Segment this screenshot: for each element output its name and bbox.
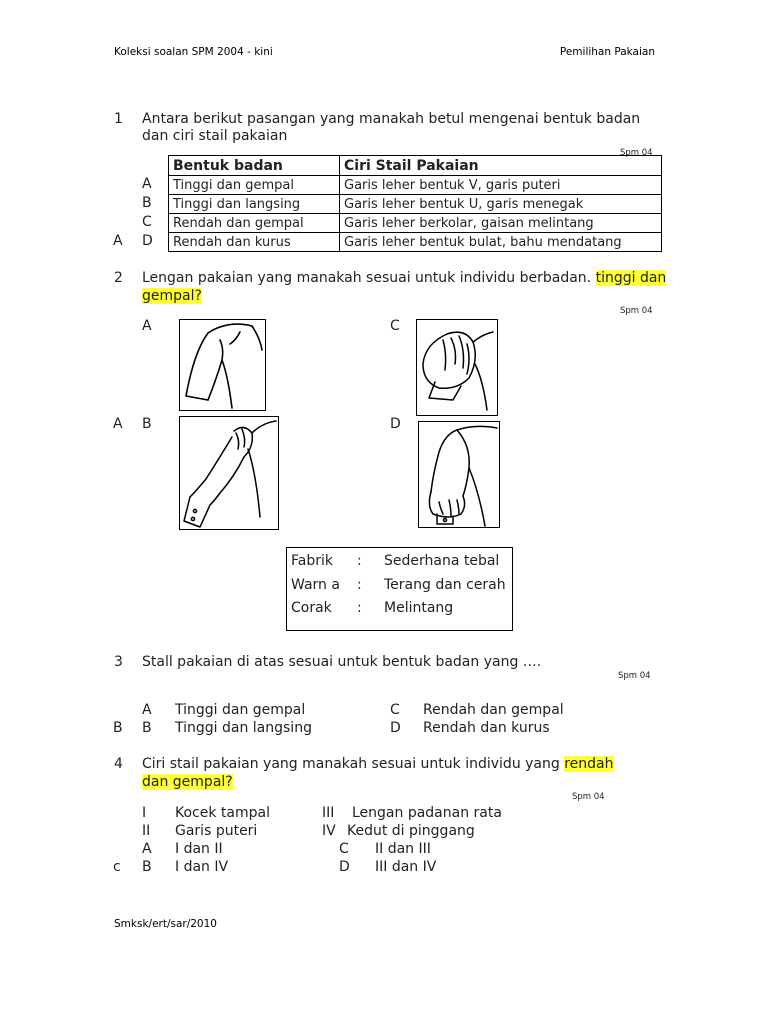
q4-option-a-letter: A — [142, 841, 152, 857]
q2-option-c-label: C — [390, 318, 400, 334]
info-sep-color: : — [357, 577, 362, 593]
table-row — [169, 195, 662, 214]
q4-option-b-letter: B — [142, 859, 152, 875]
header-left: Koleksi soalan SPM 2004 - kini — [114, 46, 273, 58]
info-value-pattern: Melintang — [384, 600, 454, 616]
q3-option-c-text: Rendah dan gempal — [423, 702, 564, 718]
info-label-fabric: Fabrik — [291, 553, 333, 569]
table-cell-body: Tinggi dan langsing — [169, 195, 340, 214]
info-value-color: Terang dan cerah — [384, 577, 506, 593]
q3-number: 3 — [114, 654, 123, 670]
q1-number: 1 — [114, 111, 123, 127]
q1-text-line1: Antara berikut pasangan yang manakah betul mengenai bentuk badan — [142, 111, 641, 127]
table-header-style: Ciri Stail Pakaian — [340, 156, 662, 176]
q1-letter-b: B — [142, 195, 152, 211]
q1-letter-a: A — [142, 176, 152, 192]
q3-option-d-text: Rendah dan kurus — [423, 720, 550, 736]
q2-option-a-label: A — [142, 318, 152, 334]
sleeve-c-image — [416, 319, 498, 416]
q1-source: Spm 04 — [620, 148, 653, 158]
q3-option-b-text: Tinggi dan langsing — [175, 720, 312, 736]
q4-item-4-text: Kedut di pinggang — [347, 823, 475, 839]
table-cell-body: Rendah dan kurus — [169, 233, 340, 252]
info-label-pattern: Corak — [291, 600, 332, 616]
q3-option-d-letter: D — [390, 720, 401, 736]
q4-item-2-text: Garis puteri — [175, 823, 258, 839]
table-header-row — [169, 156, 662, 176]
long-sleeve-icon — [180, 417, 278, 529]
q4-option-c-text: II dan III — [375, 841, 431, 857]
q2-text-line1 — [142, 270, 666, 286]
q2-option-b-label: B — [142, 416, 152, 432]
q4-item-1-roman: I — [142, 805, 147, 821]
q2-number: 2 — [114, 270, 123, 286]
q3-option-a-letter: A — [142, 702, 152, 718]
q3-option-c-letter: C — [390, 702, 400, 718]
table-row — [169, 176, 662, 195]
q1-letter-c: C — [142, 214, 152, 230]
table-cell-body: Tinggi dan gempal — [169, 176, 340, 195]
q4-item-4-roman: IV — [322, 823, 336, 839]
q2-option-d-label: D — [390, 416, 401, 432]
q2-text-line2 — [142, 288, 202, 304]
q2-answer: A — [113, 416, 123, 432]
footer-text: Smksk/ert/sar/2010 — [114, 918, 217, 930]
q4-option-d-letter: D — [339, 859, 350, 875]
q4-option-a-text: I dan II — [175, 841, 223, 857]
table-cell-style: Garis leher bentuk V, garis puteri — [340, 176, 662, 195]
q4-option-d-text: III dan IV — [375, 859, 437, 875]
sleeve-d-image — [418, 421, 500, 528]
q3-option-a-text: Tinggi dan gempal — [175, 702, 306, 718]
q1-answer: A — [113, 233, 123, 249]
header-right: Pemilihan Pakaian — [559, 46, 655, 58]
q4-answer: c — [113, 859, 121, 875]
puff-sleeve-icon — [417, 320, 497, 415]
q4-item-2-roman: II — [142, 823, 151, 839]
short-sleeve-icon — [180, 320, 265, 410]
table-cell-body: Rendah dan gempal — [169, 214, 340, 233]
q4-source: Spm 04 — [572, 792, 605, 802]
q4-item-3-roman: III — [322, 805, 335, 821]
info-sep-pattern: : — [357, 600, 362, 616]
q2-text-plain: Lengan pakaian yang manakah sesuai untuk individu berbadan. — [142, 270, 596, 286]
table-cell-style: Garis leher bentuk bulat, bahu mendatang — [340, 233, 662, 252]
q4-item-3-text: Lengan padanan rata — [352, 805, 502, 821]
q2-source: Spm 04 — [620, 306, 653, 316]
q4-number: 4 — [114, 756, 123, 772]
q3-source: Spm 04 — [618, 671, 651, 681]
q2-highlight-1: tinggi dan — [595, 270, 667, 286]
q4-highlight-1: rendah — [564, 756, 614, 772]
q4-highlight-2: dan gempal? — [142, 774, 233, 790]
info-label-color: Warn a — [291, 577, 340, 593]
table-row — [169, 214, 662, 233]
q3-text: Stall pakaian di atas sesuai untuk bentuk badan yang …. — [142, 654, 542, 670]
q4-text-line2 — [142, 774, 233, 790]
info-value-fabric: Sederhana tebal — [384, 553, 500, 569]
sleeve-b-image — [179, 416, 279, 530]
bishop-sleeve-icon — [419, 422, 499, 527]
table-cell-style: Garis leher bentuk U, garis menegak — [340, 195, 662, 214]
q1-table — [168, 155, 662, 252]
info-sep-fabric: : — [357, 553, 362, 569]
table-header-body-shape: Bentuk badan — [169, 156, 340, 176]
q4-option-b-text: I dan IV — [175, 859, 229, 875]
q4-text-plain: Ciri stail pakaian yang manakah sesuai untuk individu yang — [142, 756, 565, 772]
table-cell-style: Garis leher berkolar, gaisan melintang — [340, 214, 662, 233]
q3-option-b-letter: B — [142, 720, 152, 736]
q4-item-1-text: Kocek tampal — [175, 805, 270, 821]
q4-text-line1 — [142, 756, 614, 772]
q1-letter-d: D — [142, 233, 153, 249]
q3-answer: B — [113, 720, 123, 736]
q1-text-line2: dan ciri stail pakaian — [142, 128, 288, 144]
q2-highlight-2: gempal? — [142, 288, 202, 304]
q4-option-c-letter: C — [339, 841, 349, 857]
sleeve-a-image — [179, 319, 266, 411]
table-row — [169, 233, 662, 252]
